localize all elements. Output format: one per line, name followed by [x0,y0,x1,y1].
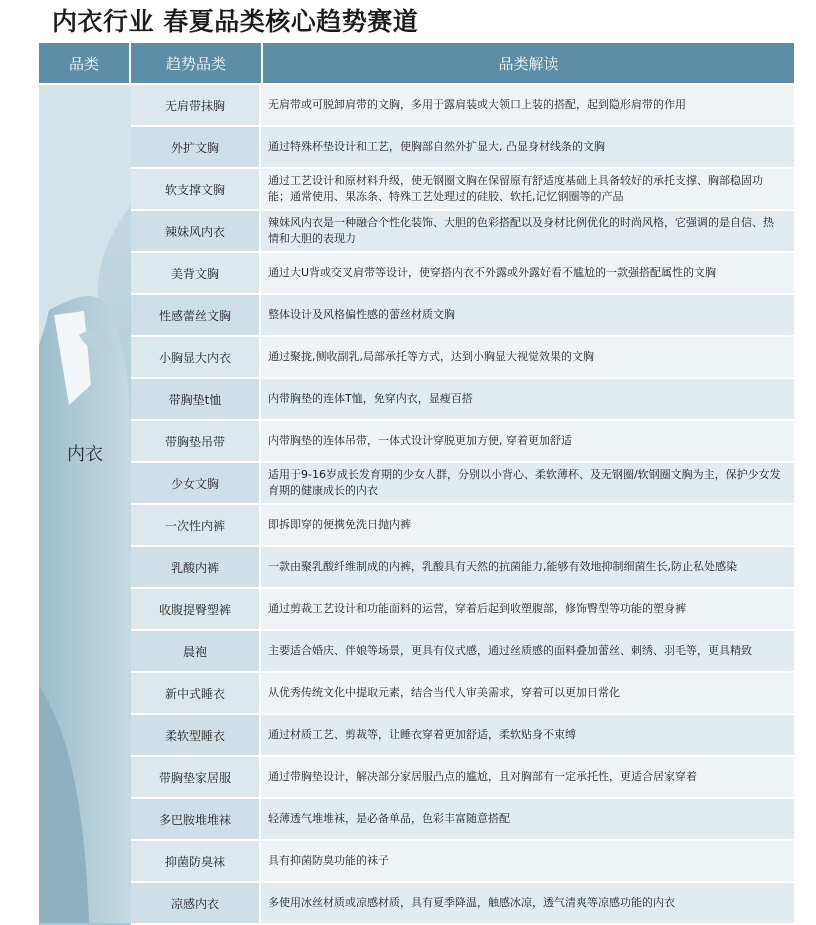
trend-description-cell: 通过聚拢,侧收副乳,局部承托等方式，达到小胸显大视觉效果的文胸 [261,337,794,377]
table-body [39,85,794,925]
category-label: 内衣 [67,444,103,465]
trend-name-cell: 无肩带抹胸 [131,85,261,125]
trend-description-cell: 通过工艺设计和原材料升级，使无钢圈文胸在保留原有舒适度基础上具备较好的承托支撑、胸部稳固功能；通常使用、果冻条、特殊工艺处理过的硅胶、软托,记忆钢圈等的产品 [261,169,794,209]
table-row [131,673,794,715]
trend-name-cell: 柔软型睡衣 [131,715,261,755]
table-row [131,463,794,505]
trend-name-cell: 美背文胸 [131,253,261,293]
trend-name-cell: 带胸垫t恤 [131,379,261,419]
trend-description-cell: 内带胸垫的连体吊带，一体式设计穿脱更加方便, 穿着更加舒适 [261,421,794,461]
table-row [131,337,794,379]
trend-description-cell: 内带胸垫的连体T恤，免穿内衣，显瘦百搭 [261,379,794,419]
trend-description-cell: 通过特殊杯垫设计和工艺，使胸部自然外扩显大, 凸显身材线条的文胸 [261,127,794,167]
table-row [131,883,794,925]
trend-name-cell: 外扩文胸 [131,127,261,167]
trend-description-cell: 通过带胸垫设计，解决部分家居服凸点的尴尬，且对胸部有一定承托性，更适合居家穿着 [261,757,794,797]
trend-name-cell: 软支撑文胸 [131,169,261,209]
trend-description-cell: 从优秀传统文化中提取元素，结合当代人审美需求，穿着可以更加日常化 [261,673,794,713]
trend-name-cell: 小胸显大内衣 [131,337,261,377]
table-row [131,295,794,337]
trend-name-cell: 新中式睡衣 [131,673,261,713]
trend-description-cell: 适用于9-16岁成长发育期的少女人群，分别以小背心、柔软薄杯、及无钢圈/软钢圈文胸为主，保护少女发育期的健康成长的内衣 [261,463,794,503]
trend-description-cell: 轻薄透气堆堆袜，是必备单品，色彩丰富随意搭配 [261,799,794,839]
trend-rows [131,85,794,925]
trend-description-cell: 整体设计及风格偏性感的蕾丝材质文胸 [261,295,794,335]
table-row [131,169,794,211]
table-row [131,85,794,127]
header-trend: 趋势品类 [131,43,263,83]
table-row [131,715,794,757]
trend-description-cell: 具有抑菌防臭功能的袜子 [261,841,794,881]
trend-description-cell: 无肩带或可脱卸肩带的文胸，多用于露肩装或大领口上装的搭配，起到隐形肩带的作用 [261,85,794,125]
table-row [131,799,794,841]
trend-name-cell: 性感蕾丝文胸 [131,295,261,335]
trend-name-cell: 带胸垫吊带 [131,421,261,461]
table-row [131,631,794,673]
trend-description-cell: 一款由聚乳酸纤维制成的内裤，乳酸具有天然的抗菌能力,能够有效地抑制细菌生长,防止私处感染 [261,547,794,587]
trend-name-cell: 少女文胸 [131,463,261,503]
trend-name-cell: 带胸垫家居服 [131,757,261,797]
trend-name-cell: 收腹提臀塑裤 [131,589,261,629]
trend-name-cell: 凉感内衣 [131,883,261,923]
trend-description-cell: 多使用冰丝材质或凉感材质，具有夏季降温，触感冰凉，透气清爽等凉感功能的内衣 [261,883,794,923]
trend-description-cell: 主要适合婚庆、伴娘等场景，更具有仪式感，通过丝质感的面料叠加蕾丝、刺绣、羽毛等，更具精致 [261,631,794,671]
trend-name-cell: 晨袍 [131,631,261,671]
table-row [131,127,794,169]
table-row [131,253,794,295]
trend-description-cell: 通过材质工艺、剪裁等，让睡衣穿着更加舒适，柔软贴身不束缚 [261,715,794,755]
table-row [131,547,794,589]
trend-name-cell: 抑菌防臭袜 [131,841,261,881]
table-row [131,421,794,463]
table-row [131,841,794,883]
page-title: 内衣行业 春夏品类核心趋势赛道 [52,7,419,36]
trend-name-cell: 多巴胺堆堆袜 [131,799,261,839]
trend-table [39,43,794,925]
trend-name-cell: 乳酸内裤 [131,547,261,587]
trend-description-cell: 即拆即穿的便携免洗日抛内裤 [261,505,794,545]
header-description: 品类解读 [498,54,559,73]
header-category: 品类 [39,43,131,83]
model-silhouette-image [39,85,131,923]
table-row [131,211,794,253]
table-row [131,589,794,631]
trend-name-cell: 一次性内裤 [131,505,261,545]
trend-description-cell: 辣妹风内衣是一种融合个性化装饰、大胆的色彩搭配以及身材比例优化的时尚风格，它强调的是自信、热情和大胆的表现力 [261,211,794,251]
table-row [131,379,794,421]
table-row [131,757,794,799]
trend-description-cell: 通过剪裁工艺设计和功能面料的运营，穿着后起到收塑腹部，修饰臀型等功能的塑身裤 [261,589,794,629]
trend-name-cell: 辣妹风内衣 [131,211,261,251]
table-row [131,505,794,547]
category-cell [39,85,131,925]
trend-description-cell: 通过大U背或交叉肩带等设计，使穿搭内衣不外露或外露好看不尴尬的一款强搭配属性的文胸 [261,253,794,293]
table-header [39,43,794,85]
